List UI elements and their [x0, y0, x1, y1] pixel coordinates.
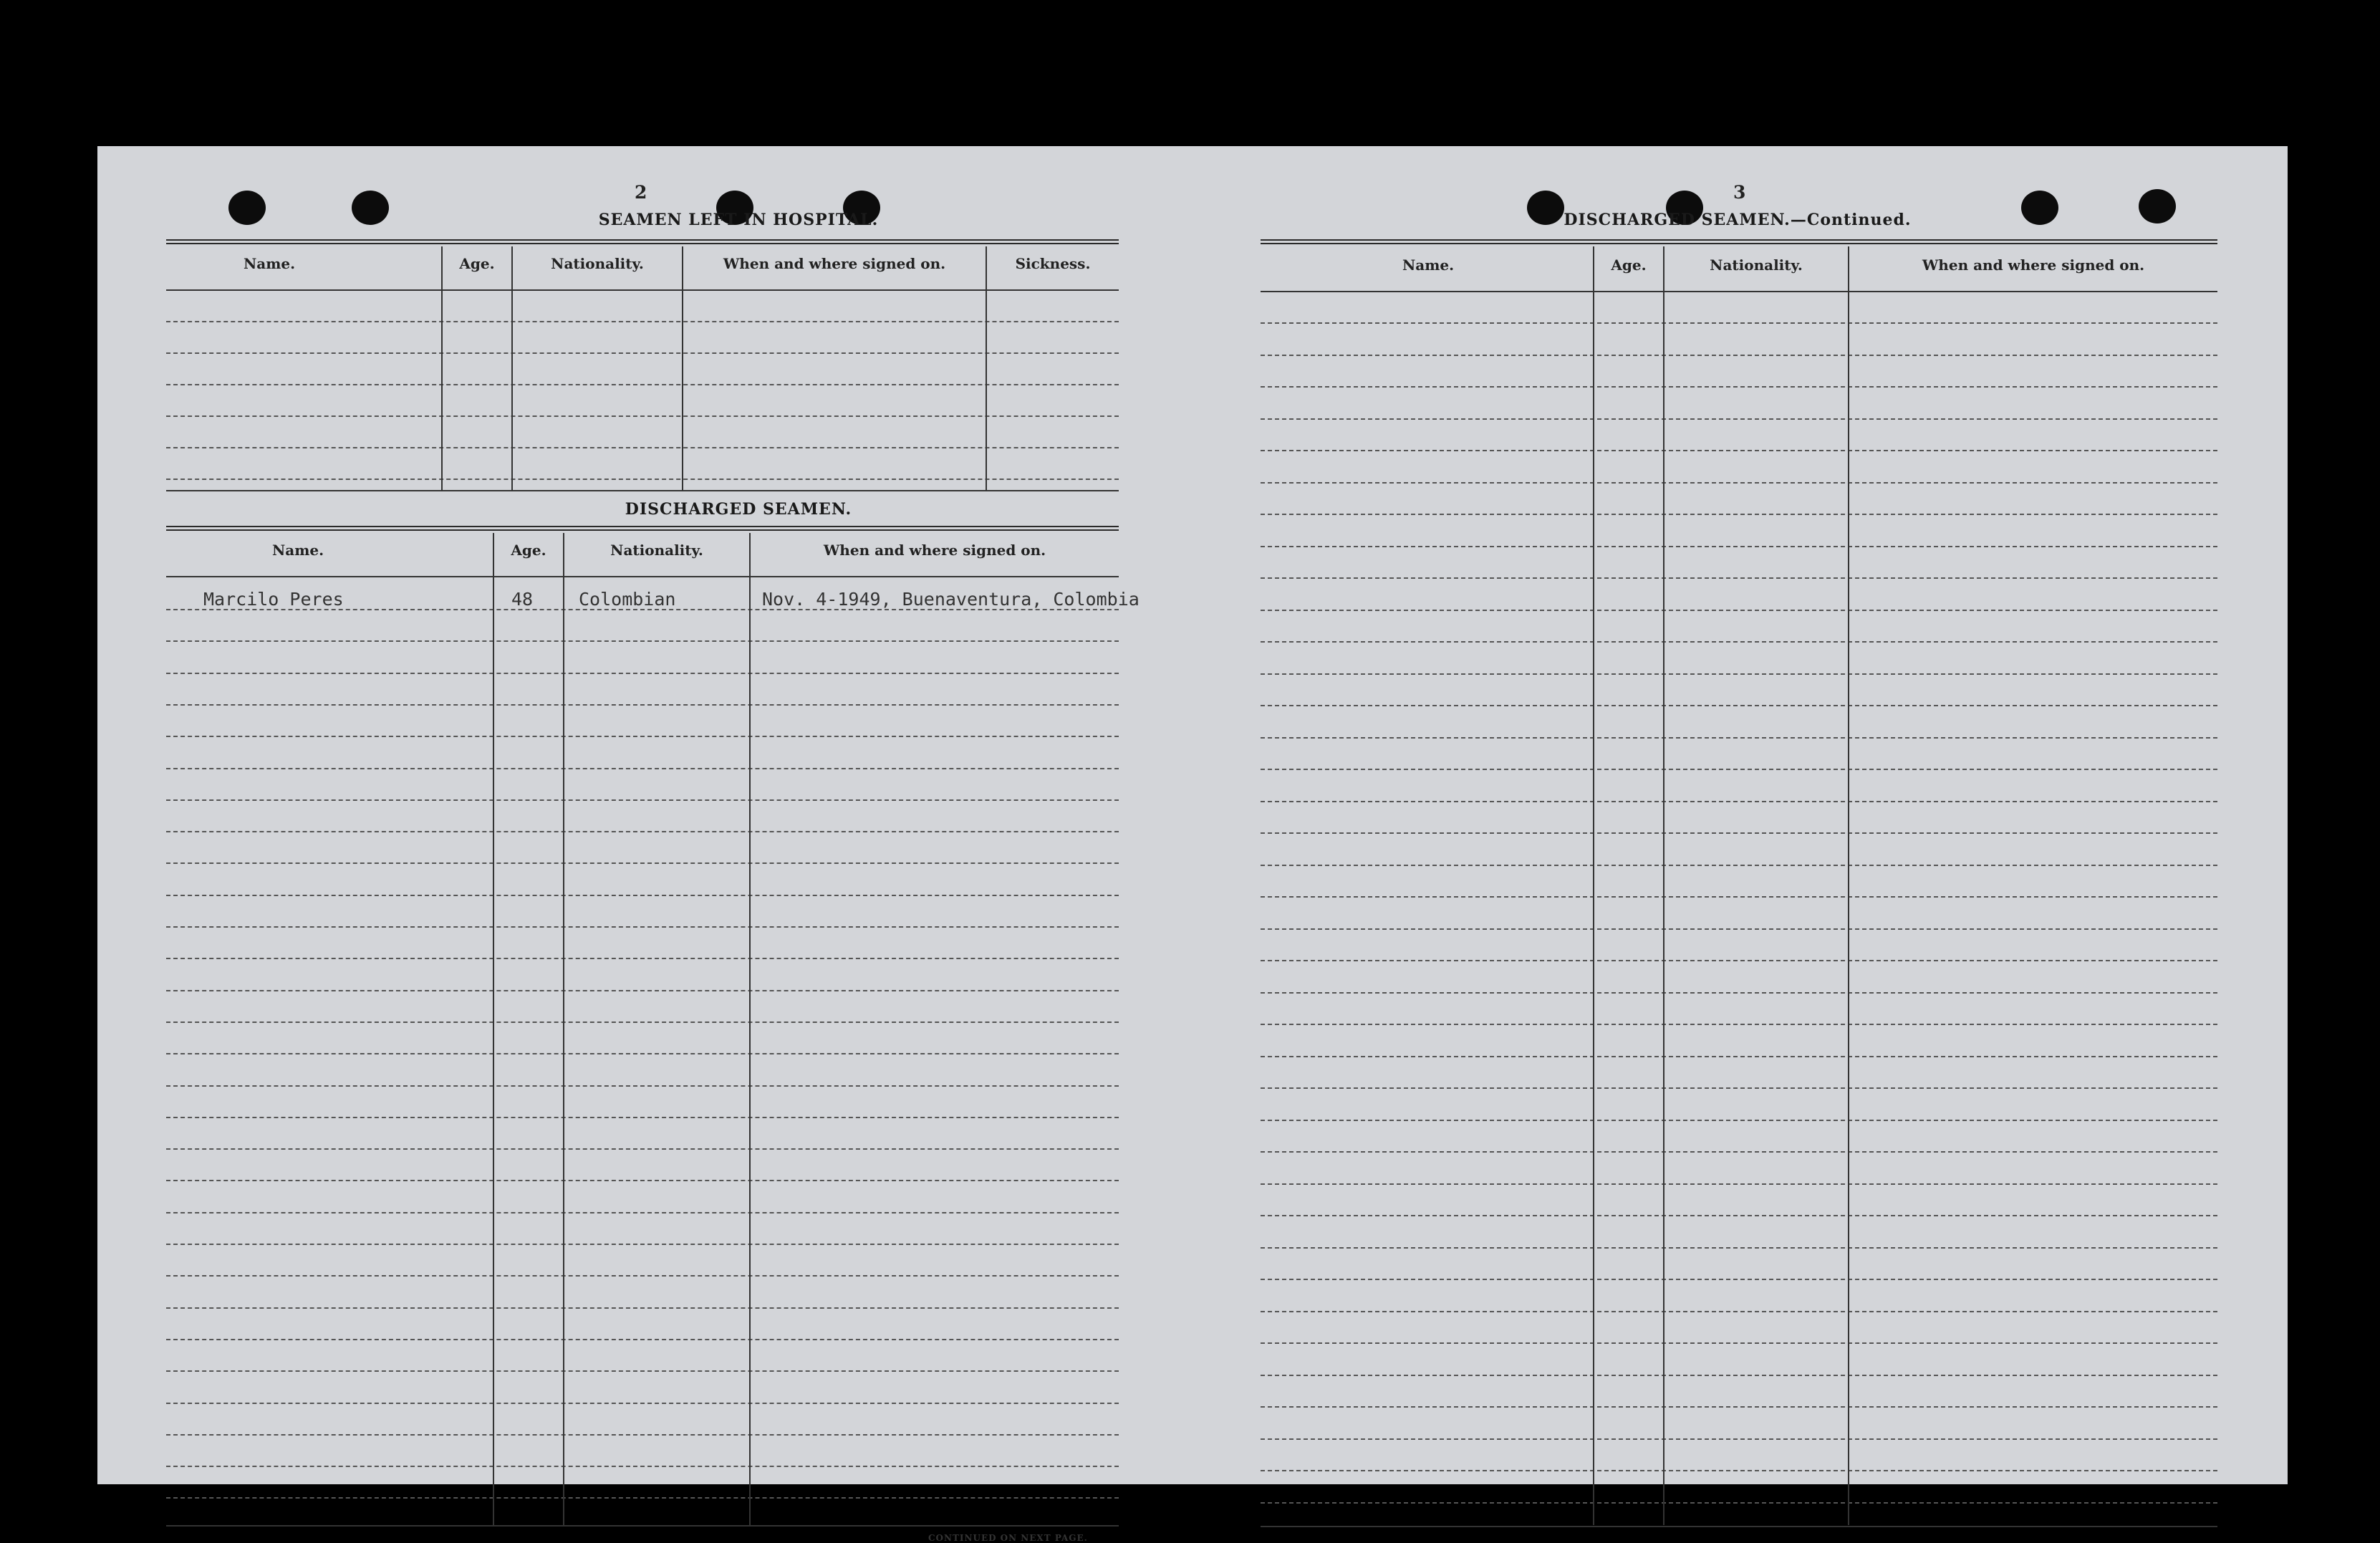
row-line	[1261, 577, 2217, 579]
row-line	[166, 1434, 1119, 1436]
discharged-continued-title: DISCHARGED SEAMEN.—Continued.	[1564, 211, 1912, 229]
rule	[166, 576, 1119, 577]
row-line	[166, 1053, 1119, 1054]
rule	[1261, 291, 2217, 292]
rule	[1261, 239, 2217, 244]
row-line	[166, 831, 1119, 832]
row-line	[166, 958, 1119, 959]
row-line	[1261, 1470, 2217, 1471]
row-line	[166, 384, 1119, 385]
punch-hole	[352, 191, 389, 225]
row-line	[166, 1497, 1119, 1499]
hospital-section-title: SEAMEN LEFT IN HOSPITAL.	[598, 211, 879, 229]
row-line	[166, 862, 1119, 864]
row-line	[1261, 1151, 2217, 1153]
row-line	[166, 609, 1119, 610]
row-line	[1261, 1279, 2217, 1280]
row-line	[166, 1403, 1119, 1404]
col-divider	[493, 533, 494, 1525]
row-line	[1261, 960, 2217, 961]
col-header-nationality: Nationality.	[551, 255, 644, 272]
row-line	[166, 1244, 1119, 1245]
row-line	[1261, 450, 2217, 451]
row-line	[166, 704, 1119, 706]
col-header-name: Name.	[1402, 256, 1455, 274]
row-line	[1261, 737, 2217, 739]
col-divider	[1593, 246, 1594, 1525]
row-line	[166, 1370, 1119, 1372]
row-line	[166, 1022, 1119, 1023]
row-line	[1261, 355, 2217, 356]
row-line	[1261, 1215, 2217, 1216]
col-header-name: Name.	[271, 542, 324, 559]
col-header-signed-on: When and where signed on.	[723, 255, 946, 272]
row-line	[166, 1339, 1119, 1340]
rule	[1261, 1526, 2217, 1527]
col-header-age: Age.	[1611, 256, 1647, 274]
row-line	[166, 1148, 1119, 1150]
row-line	[166, 895, 1119, 896]
row-line	[166, 1085, 1119, 1087]
page-number: 2	[635, 182, 647, 203]
col-header-nationality: Nationality.	[610, 542, 703, 559]
row-line	[166, 1275, 1119, 1277]
col-header-signed-on: When and where signed on.	[1922, 256, 2145, 274]
row-line	[1261, 769, 2217, 770]
row-line	[1261, 1120, 2217, 1121]
seaman-signed-on: Nov. 4-1949, Buenaventura, Colombia	[762, 589, 1140, 610]
row-line	[1261, 1375, 2217, 1376]
row-line	[166, 479, 1119, 480]
col-header-sickness: Sickness.	[1015, 255, 1091, 272]
col-divider	[1663, 246, 1664, 1525]
row-line	[166, 321, 1119, 322]
row-line	[166, 1212, 1119, 1213]
row-line	[1261, 514, 2217, 515]
row-line	[1261, 865, 2217, 866]
row-line	[1261, 482, 2217, 484]
row-line	[166, 990, 1119, 991]
row-line	[1261, 832, 2217, 834]
seaman-name: Marcilo Peres	[203, 589, 344, 610]
col-divider	[1848, 246, 1849, 1525]
col-divider	[563, 533, 564, 1525]
punch-hole	[2021, 191, 2058, 225]
row-line	[1261, 546, 2217, 547]
row-line	[1261, 610, 2217, 611]
col-header-name: Name.	[243, 255, 296, 272]
row-line	[166, 673, 1119, 674]
page-number: 3	[1733, 182, 1746, 203]
row-line	[166, 926, 1119, 928]
ledger-sheet	[97, 146, 2288, 1543]
seaman-age: 48	[511, 589, 534, 610]
row-line	[166, 799, 1119, 801]
col-header-signed-on: When and where signed on.	[823, 542, 1046, 559]
col-header-age: Age.	[511, 542, 546, 559]
col-divider	[511, 246, 513, 490]
row-line	[1261, 1247, 2217, 1249]
row-line	[1261, 1406, 2217, 1408]
punch-hole	[2139, 189, 2176, 223]
row-line	[1261, 992, 2217, 994]
rule	[166, 239, 1119, 244]
row-line	[166, 736, 1119, 737]
row-line	[1261, 1502, 2217, 1504]
row-line	[166, 640, 1119, 642]
rule	[166, 490, 1119, 491]
col-divider	[682, 246, 683, 490]
row-line	[1261, 705, 2217, 706]
row-line	[166, 1466, 1119, 1467]
row-line	[1261, 1311, 2217, 1312]
row-line	[1261, 1183, 2217, 1185]
row-line	[166, 415, 1119, 417]
row-line	[166, 352, 1119, 354]
col-divider	[441, 246, 443, 490]
col-divider	[749, 533, 751, 1525]
row-line	[1261, 1024, 2217, 1025]
row-line	[1261, 1342, 2217, 1344]
col-header-nationality: Nationality.	[1710, 256, 1803, 274]
row-line	[1261, 386, 2217, 388]
row-line	[166, 447, 1119, 448]
row-line	[1261, 1056, 2217, 1057]
row-line	[1261, 896, 2217, 898]
row-line	[166, 1180, 1119, 1181]
row-line	[166, 768, 1119, 769]
rule	[166, 1525, 1119, 1527]
row-line	[1261, 322, 2217, 324]
continued-note: CONTINUED ON NEXT PAGE.	[928, 1533, 1088, 1543]
row-line	[1261, 801, 2217, 802]
row-line	[1261, 418, 2217, 420]
row-line	[1261, 1087, 2217, 1089]
punch-hole	[228, 191, 266, 225]
row-line	[166, 1117, 1119, 1118]
row-line	[1261, 1438, 2217, 1440]
row-line	[1261, 673, 2217, 675]
rule	[166, 526, 1119, 531]
discharged-section-title: DISCHARGED SEAMEN.	[625, 500, 852, 519]
col-divider	[986, 246, 987, 490]
rule	[166, 289, 1119, 291]
row-line	[166, 1307, 1119, 1309]
row-line	[1261, 928, 2217, 930]
col-header-age: Age.	[459, 255, 495, 272]
seaman-nationality: Colombian	[579, 589, 676, 610]
row-line	[1261, 641, 2217, 643]
